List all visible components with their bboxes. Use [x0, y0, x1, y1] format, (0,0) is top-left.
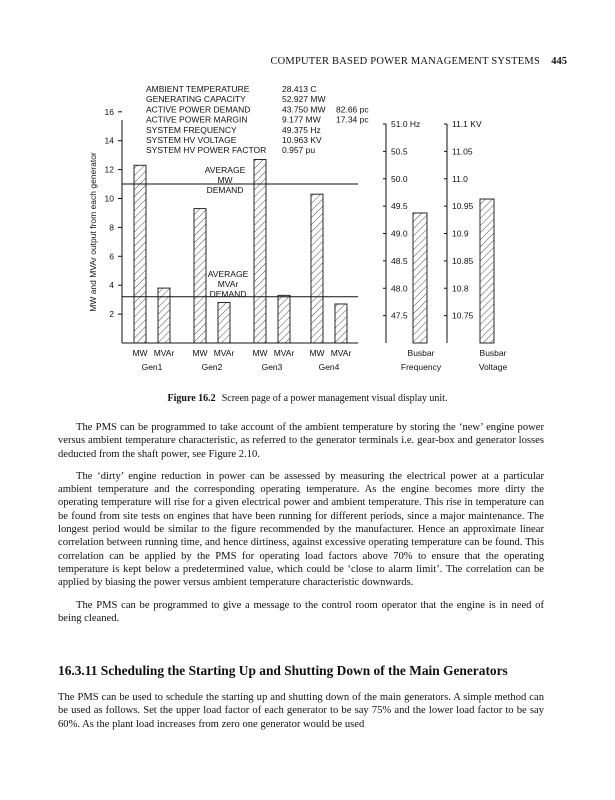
bar-label: MVAr [153, 348, 175, 358]
group-label: Gen2 [201, 362, 223, 372]
mvar-bar [218, 303, 230, 343]
y-axis-title: MW and MVAr output from each generator [88, 152, 98, 312]
bar-label: MW [192, 348, 208, 358]
average-mvar-label: MVAr [217, 279, 239, 289]
mw-bar [254, 159, 266, 343]
mw-bar [134, 165, 146, 343]
average-mw-label: AVERAGE [204, 165, 246, 175]
section-heading: 16.3.11 Scheduling the Starting Up and Shutting Down of the Main Generators [58, 663, 508, 678]
bar-label: MVAr [273, 348, 295, 358]
status-label: ACTIVE POWER MARGIN [146, 114, 248, 125]
bar-label: MW [252, 348, 268, 358]
status-value: 10.963 KV [282, 135, 322, 145]
figure-16-2 [86, 82, 546, 387]
paragraph: The ‘dirty’ engine reduction in power can be assessed by measuring the electrical power at a particular ambient temperature and the corresponding operating temperature. As the engine becomes more dirty the operating temperature will rise for a given electrical power and ambient temperature. This rise in temperature can be found from site tests on engines that have been running for different periods, since a major maintenance. The longest period would be similar to the figure recommended by the manufacturer. Hence an approximate linear correlation between running time, and hence dirtiness, against excessive operating temperature can be found. This correlation can be applied by the PMS for operating load factors above 70% to ensure that the operating temperature is kept below a predetermined value, which could be ‘close to alarm limit’. The correlation can be applied by biasing the power versus ambient temperature characteristic downwards. [58, 470, 544, 589]
gauge-tick-label: 48.5 [391, 255, 408, 266]
running-header [0, 56, 615, 70]
pms-display-chart [86, 82, 546, 387]
status-extra: 82.66 pc [336, 104, 369, 115]
gauge-bar [480, 199, 494, 343]
paragraph: The PMS can be programmed to take account of the ambient temperature by storing the ‘new’ engine power versus ambient temperature characteristic, as referred to the generator terminals i.e. gear-box and generator losses deducted from the shaft power, see Figure 2.10. [58, 422, 544, 460]
caption-label: Figure 16.2 [167, 393, 216, 404]
y-tick-label: 8 [109, 222, 114, 233]
y-tick-label: 16 [104, 106, 114, 117]
gauge-tick-label: 50.0 [391, 173, 408, 184]
gauge-tick-label: 10.75 [452, 310, 474, 321]
mvar-bar [335, 304, 347, 343]
gauge-tick-label: 48.0 [391, 283, 408, 294]
bar-label: MW [309, 348, 325, 358]
status-value: 49.375 Hz [282, 124, 321, 135]
group-label: Gen1 [141, 362, 163, 372]
status-label: AMBIENT TEMPERATURE [146, 84, 250, 94]
mw-bar [311, 194, 323, 343]
gauge-tick-label: 47.5 [391, 310, 408, 321]
bar-label: MVAr [213, 348, 235, 358]
gauge-tick-label: 11.0 [452, 173, 468, 184]
y-tick-label: 2 [109, 309, 114, 320]
running-title: COMPUTER BASED POWER MANAGEMENT SYSTEMS [270, 56, 540, 67]
gauge-tick-label: 50.5 [391, 146, 408, 157]
average-mvar-label: DEMAND [209, 289, 247, 299]
gauge-tick-label: 10.85 [452, 255, 474, 266]
mw-bar [194, 209, 206, 343]
gauge-tick-label: 11.05 [452, 146, 473, 157]
paragraph: The PMS can be programmed to give a message to the control room operator that the engine is in need of being cleaned. [58, 599, 544, 624]
gauge-tick-label: 10.95 [452, 201, 474, 212]
gauge-label: Busbar [479, 348, 507, 358]
bar-label: MW [132, 348, 148, 358]
body-upper [58, 421, 544, 634]
gauge-header: 51.0 Hz [391, 119, 421, 129]
bar-label: MVAr [330, 348, 352, 358]
gauge-tick-label: 49.5 [391, 201, 408, 212]
status-value: 28.413 C [282, 84, 317, 94]
y-tick-label: 14 [104, 135, 114, 146]
average-mw-label: DEMAND [206, 185, 244, 195]
average-mvar-label: AVERAGE [207, 269, 249, 279]
gauge-label: Voltage [478, 362, 508, 372]
status-label: ACTIVE POWER DEMAND [146, 104, 251, 115]
status-label: SYSTEM HV POWER FACTOR [146, 145, 267, 156]
status-label: SYSTEM HV VOLTAGE [146, 135, 237, 145]
y-tick-label: 4 [109, 280, 114, 291]
gauge-bar [413, 213, 427, 343]
gauge-tick-label: 49.0 [391, 228, 408, 239]
gauge-header: 11.1 KV [452, 119, 482, 129]
mvar-bar [278, 295, 290, 343]
status-value: 9.177 MW [282, 114, 321, 125]
gauge-label: Frequency [400, 362, 442, 372]
group-label: Gen3 [261, 362, 283, 372]
gauge-tick-label: 10.8 [452, 283, 469, 294]
group-label: Gen4 [318, 362, 340, 372]
y-tick-label: 12 [104, 164, 114, 175]
caption-text: Screen page of a power management visual display unit. [221, 393, 448, 404]
status-extra: 17.34 pc [336, 114, 369, 125]
gauge-tick-label: 10.9 [452, 228, 469, 239]
status-label: SYSTEM FREQUENCY [146, 124, 237, 135]
page-number: 445 [551, 56, 567, 67]
body-lower [58, 691, 544, 740]
y-tick-label: 10 [104, 193, 114, 204]
gauge-label: Busbar [407, 348, 435, 358]
status-label: GENERATING CAPACITY [146, 94, 246, 105]
paragraph: The PMS can be used to schedule the starting up and shutting down of the main generators. A simple method can be used as follows. Set the upper load factor of each generator to be say 75% and the lower load factor to be say 60%. As the plant load increases from zero one generator would be used [58, 692, 544, 730]
y-tick-label: 6 [109, 251, 114, 262]
status-value: 0.957 pu [282, 145, 316, 156]
status-value: 52.927 MW [282, 94, 326, 105]
status-value: 43.750 MW [282, 104, 326, 115]
figure-caption [0, 393, 615, 404]
average-mw-label: MW [217, 175, 233, 185]
